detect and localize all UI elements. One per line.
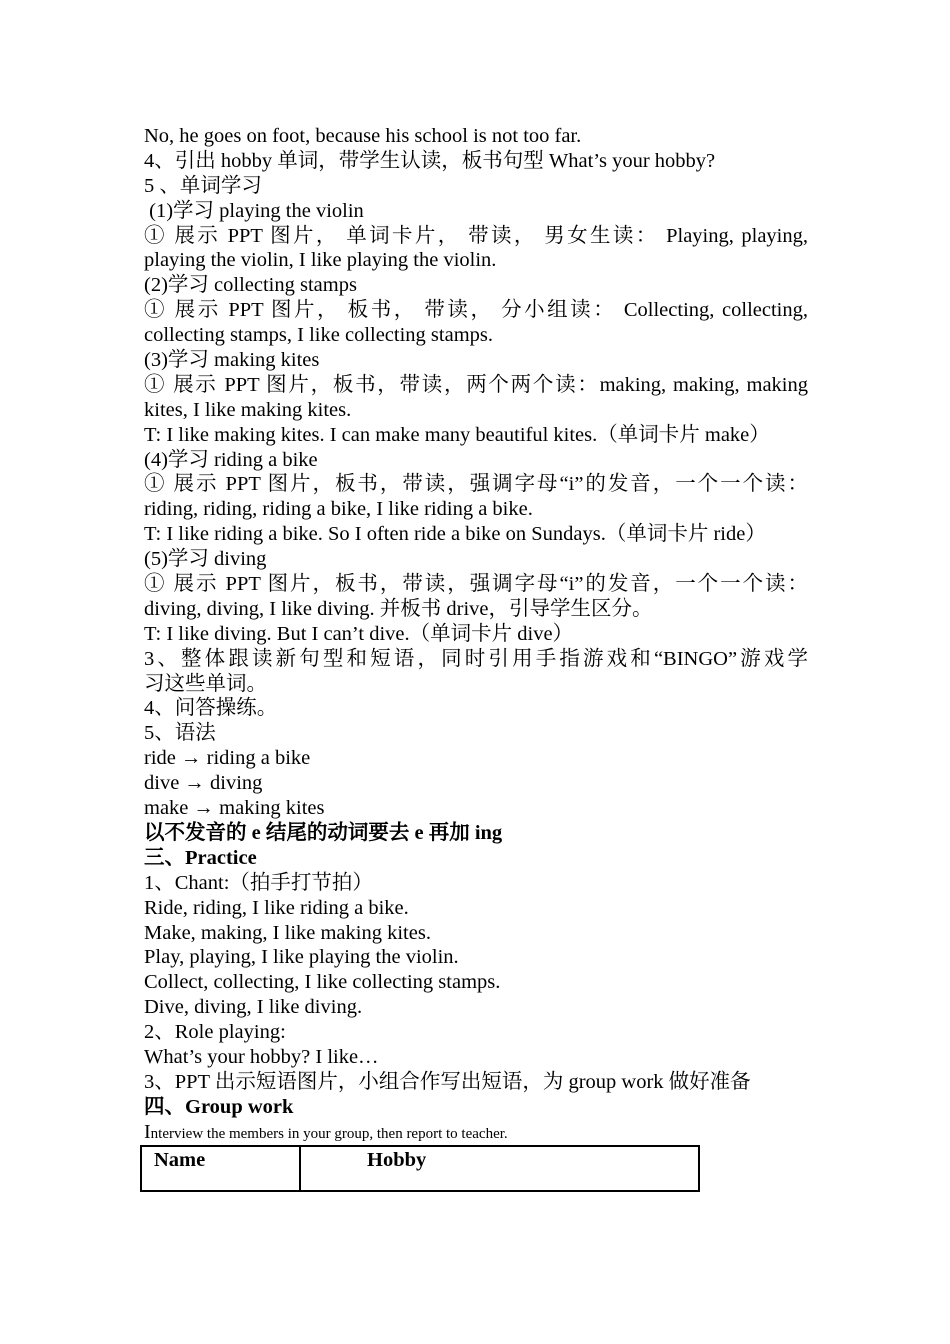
text-line: ① 展示 PPT 图片，板书，带读，强调字母“i”的发音，一个一个读：: [144, 573, 808, 596]
grammar-rule-line: ride → riding a bike: [144, 747, 311, 770]
chant-line: Ride, riding, I like riding a bike.: [144, 896, 409, 919]
interview-initial: I: [144, 1120, 151, 1143]
chant-line: Dive, diving, I like diving.: [144, 996, 363, 1019]
text-line: ① 展示 PPT 图片， 板书， 带读， 分小组读： Collecting, collecting,: [144, 299, 808, 322]
text-line: playing the violin, I like playing the violin.: [144, 249, 497, 272]
grammar-rule-line: dive → diving: [144, 772, 263, 795]
text-line: (3)学习 making kites: [144, 349, 320, 372]
text-line: 3、整体跟读新句型和短语，同时引用手指游戏和“BINGO”游戏学: [144, 647, 808, 670]
text-line: 习这些单词。: [144, 672, 267, 695]
grammar-rule-note: 以不发音的 e 结尾的动词要去 e 再加 ing: [144, 821, 503, 844]
group-work-table: [140, 1145, 700, 1192]
text-line: ① 展示 PPT 图片， 单词卡片， 带读， 男女生读： Playing, playing,: [144, 224, 808, 247]
grammar-rule-line: make → making kites: [144, 797, 325, 820]
text-line: T: I like making kites. I can make many beautiful kites.（单词卡片 make）: [144, 423, 770, 446]
text-line: T: I like riding a bike. So I often ride a bike on Sundays.（单词卡片 ride）: [144, 523, 766, 546]
text-line: riding, riding, riding a bike, I like riding a bike.: [144, 498, 533, 521]
text-line: T: I like diving. But I can’t dive.（单词卡片 dive）: [144, 622, 574, 645]
text-line: 5、语法: [144, 722, 216, 745]
table-header-name: Name: [141, 1146, 300, 1191]
table-header-hobby: Hobby: [300, 1146, 699, 1191]
text-line: kites, I like making kites.: [144, 398, 352, 421]
text-line: 4、引出 hobby 单词，带学生认读，板书句型 What’s your hobby?: [144, 149, 716, 172]
text-line: ① 展示 PPT 图片，板书，带读，强调字母“i”的发音，一个一个读：: [144, 473, 808, 496]
interview-text: nterview the members in your group, then report to teacher.: [150, 1125, 508, 1142]
lesson-plan-body: [144, 124, 808, 1145]
text-line: (4)学习 riding a bike: [144, 448, 318, 471]
text-line: collecting stamps, I like collecting stamps.: [144, 324, 493, 347]
table-header-row: [141, 1146, 699, 1191]
text-line: (2)学习 collecting stamps: [144, 274, 357, 297]
text-line: 5 、单词学习: [144, 174, 262, 197]
text-line: 1、Chant:（拍手打节拍）: [144, 871, 373, 894]
text-line: diving, diving, I like diving. 并板书 drive，引导学生区分。: [144, 597, 653, 620]
text-line: (1)学习 playing the violin: [144, 199, 364, 222]
text-line: (5)学习 diving: [144, 548, 267, 571]
text-line: 3、PPT 出示短语图片，小组合作写出短语，为 group work 做好准备: [144, 1070, 751, 1093]
section-heading-group-work: 四、Group work: [144, 1095, 294, 1118]
chant-line: Play, playing, I like playing the violin.: [144, 946, 459, 969]
chant-line: Collect, collecting, I like collecting stamps.: [144, 971, 501, 994]
text-line: What’s your hobby? I like…: [144, 1045, 379, 1068]
text-line: ① 展示 PPT 图片，板书，带读，两个两个读：making, making, making: [144, 373, 808, 396]
text-line: 4、问答操练。: [144, 697, 278, 720]
interview-instruction: [144, 1120, 808, 1145]
chant-line: Make, making, I like making kites.: [144, 921, 431, 944]
text-line: 2、Role playing:: [144, 1021, 286, 1044]
section-heading-practice: 三、Practice: [144, 846, 257, 869]
text-line: No, he goes on foot, because his school is not too far.: [144, 125, 582, 147]
